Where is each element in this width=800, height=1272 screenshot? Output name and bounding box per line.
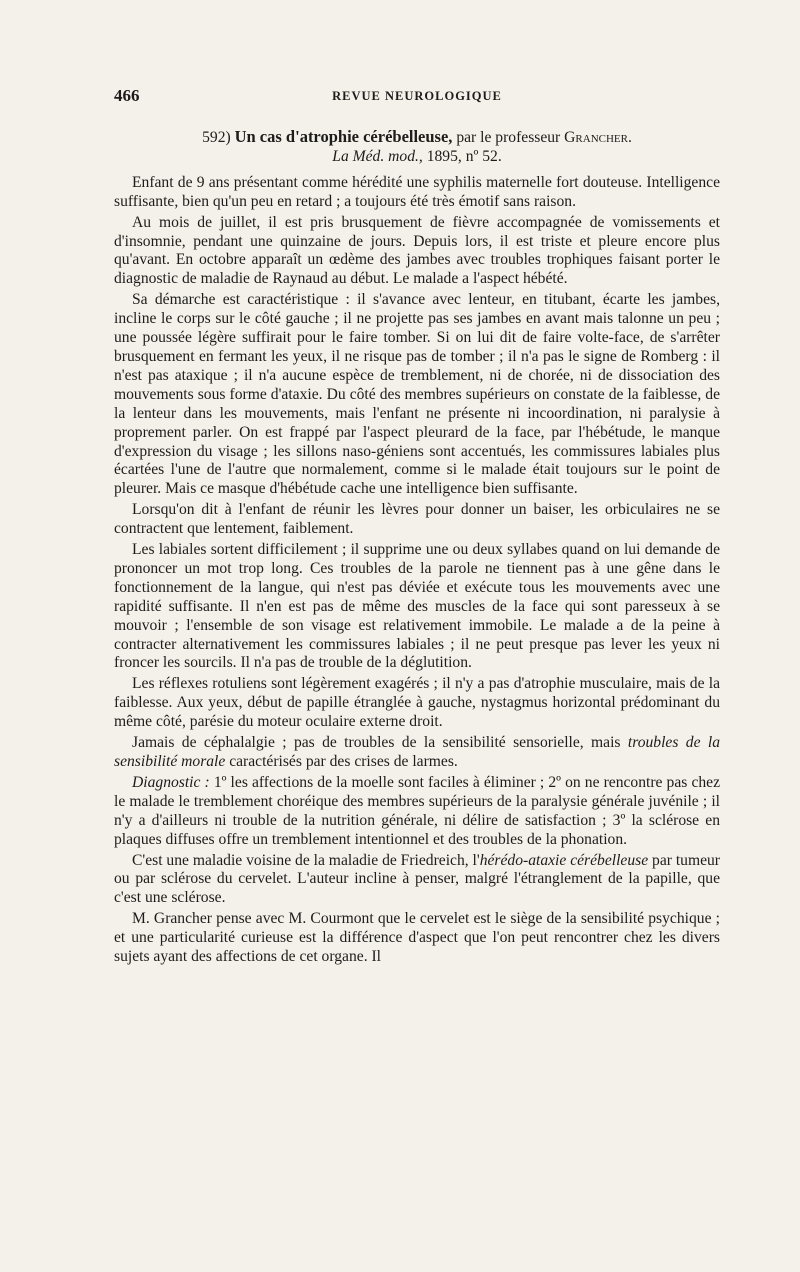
source-details: 1895, nº 52. [422,147,502,165]
p9-text-a: C'est une maladie voisine de la maladie de Friedreich, l' [132,851,480,869]
paragraph-6: Les réflexes rotuliens sont légèrement exagérés ; il n'y a pas d'atrophie musculaire, mais de la faiblesse. Aux yeux, début de papille étranglée à gauche, nystagmus horizontal prédominant du même côté, parésie du moteur oculaire externe droit. [114,675,720,731]
p9-text-b: par tumeur ou par sclérose du cervelet. L'auteur incline à penser, malgré l'étranglement de la papille, que c'est une sclérose. [114,851,721,907]
article-number: 592) [202,129,231,146]
paragraph-10: M. Grancher pense avec M. Courmont que le cervelet est le siège de la sensibilité psychique ; et une particularité curieuse est la différence d'aspect que l'on peut rencontrer chez les divers sujets ayant des affections de cet organe. Il [114,910,720,966]
p8-text: 1º les affections de la moelle sont faciles à éliminer ; 2º on ne rencontre pas chez le malade le tremblement choréique des membres supérieurs de la paralysie générale juvénile ; il n'y a d'ailleurs ni trouble de la nutrition générale, ni délire de satisfaction ; 3º la sclérose en plaques diffuses offre un tremblement intentionnel et des troubles de la phonation. [114,773,721,848]
paragraph-8 [114,774,720,850]
paragraph-3: Sa démarche est caractéristique : il s'avance avec lenteur, en titubant, écarte les jambes, incline le corps sur le côté gauche ; il ne projette pas ses jambes en avant mais talonne un peu ; une poussée légère suffirait pour le faire tomber. Si on lui dit de faire volte-face, de s'arrêter brusquement en fermant les yeux, il ne risque pas de tomber ; il n'a pas le signe de Romberg : il n'est pas ataxique ; il n'a aucune espèce de tremblement, ni de chorée, ni de dissociation des mouvements sous forme d'ataxie. Du côté des membres supérieurs on constate de la faiblesse, de la lenteur dans les mouvements, mais l'enfant ne présente ni incoordination, ni paralysie à proprement parler. On est frappé par l'aspect pleurard de la face, par l'hébétude, le manque d'expression du visage ; les sillons naso-géniens sont accentués, les commissures labiales plus écartées l'une de l'autre que normalement, comme si le malade était toujours sur le point de pleurer. Mais ce masque d'hébétude cache une intelligence bien suffisante. [114,291,720,498]
article-title-line [114,128,720,148]
paragraph-2: Au mois de juillet, il est pris brusquement de fièvre accompagnée de vomissements et d'insomnie, pendant une quinzaine de jours. Depuis lors, il est triste et pleure encore plus qu'avant. En octobre apparaît un œdème des jambes avec troubles trophiques faisant porter le diagnostic de maladie de Raynaud au début. Le malade a l'aspect hébété. [114,213,720,288]
article-title: Un cas d'atrophie cérébelleuse, [234,127,453,146]
running-head: REVUE NEUROLOGIQUE [332,89,502,103]
article-body [114,128,720,969]
page-number: 466 [114,86,140,105]
p8-italic: Diagnostic : [132,773,210,791]
p9-italic: hérédo-ataxie cérébelleuse [479,851,649,869]
source-journal: La Méd. mod., [332,147,423,165]
paragraph-5: Les labiales sortent difficilement ; il supprime une ou deux syllabes quand on lui demande de prononcer un mot trop long. Ces troubles de la parole ne tiennent pas à une gêne dans le fonctionnement de la langue, qui n'est pas déviée et exécute tous les mouvements avec une rapidité suffisante. Il n'en est pas de même des muscles de la face qui sont paresseux à se mouvoir ; l'ensemble de son visage est relativement immobile. Le malade a de la peine à contracter alternativement les commissures labiales ; il ne peut presque pas lever les yeux ni froncer les sourcils. Il n'a pas de trouble de la déglutition. [114,541,720,672]
p7-text-a: Jamais de céphalalgie ; pas de troubles de la sensibilité sensorielle, mais [132,734,628,752]
paragraph-1: Enfant de 9 ans présentant comme hérédité une syphilis maternelle fort douteuse. Intelligence suffisante, bien qu'un peu en retard ; a toujours été très émotif sans raison. [114,173,720,210]
paragraph-9 [114,852,720,909]
article-author: Grancher. [564,129,632,146]
paragraph-4: Lorsqu'on dit à l'enfant de réunir les lèvres pour donner un baiser, les orbiculaires ne se contractent que lentement, faiblement. [114,501,720,538]
p7-italic: troubles de la sensibilité morale [114,734,720,770]
p7-text-b: caractérisés par des crises de larmes. [225,753,458,770]
article-by: par le professeur [452,129,565,146]
paragraph-7 [114,734,720,772]
article-source [114,148,720,167]
page-header [114,86,720,110]
